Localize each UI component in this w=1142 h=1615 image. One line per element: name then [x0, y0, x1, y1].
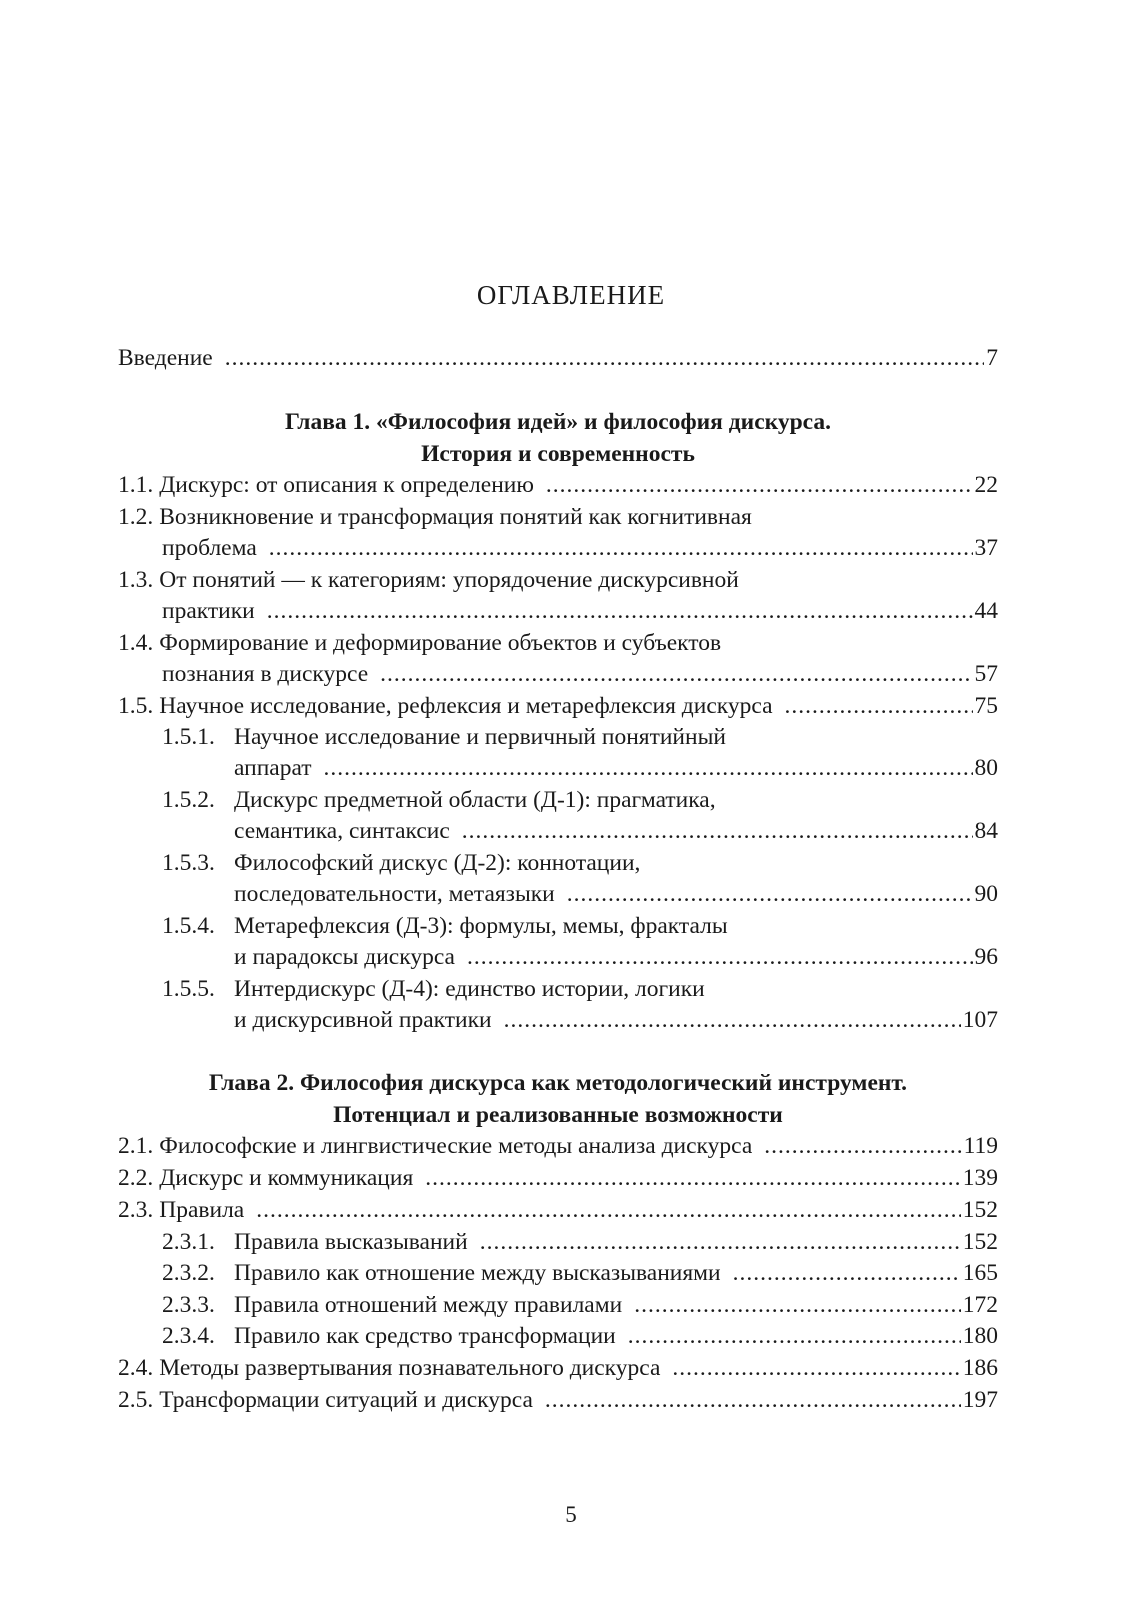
toc-entry-2-3-3[interactable] [162, 1290, 998, 1321]
dot-leader [380, 659, 972, 690]
entry-number: 2.3.4. [162, 1323, 215, 1349]
entry-text: Философские и лингвистические методы анализа дискурса [159, 1133, 753, 1159]
entry-text-continued: и дискурсивной практики [234, 1007, 492, 1033]
entry-number: 2.1. [118, 1133, 154, 1159]
entry-number: 1.2. [118, 504, 154, 530]
dot-leader [256, 1195, 961, 1226]
dot-leader [324, 753, 973, 784]
entry-page: 7 [986, 345, 998, 371]
dot-leader [628, 1321, 961, 1352]
page-title: ОГЛАВЛЕНИЕ [476, 280, 666, 310]
entry-text: Трансформации ситуаций и дискурса [159, 1387, 533, 1413]
toc-entry-2-3-1[interactable] [162, 1227, 998, 1258]
chapter-1-heading[interactable] [118, 406, 998, 470]
entry-text: Дискурс: от описания к определению [159, 472, 534, 498]
entry-page: 84 [974, 818, 998, 844]
entry-text: Дискурс и коммуникация [159, 1165, 414, 1191]
dot-leader [634, 1290, 961, 1321]
entry-page: 119 [963, 1133, 998, 1159]
entry-number: 1.3. [118, 567, 154, 593]
entry-page: 197 [962, 1387, 998, 1413]
toc-entry-2-4[interactable] [118, 1353, 998, 1384]
entry-text: Формирование и деформирование объектов и субъектов [159, 630, 722, 656]
entry-number: 1.5. [118, 693, 154, 719]
entry-page: 152 [962, 1197, 998, 1223]
chapter-2-heading[interactable] [100, 1067, 1016, 1131]
toc-entry-1-4[interactable] [118, 628, 998, 690]
toc-entry-1-2[interactable] [118, 502, 998, 564]
entry-number: 1.1. [118, 472, 154, 498]
entry-number: 2.3. [118, 1197, 154, 1223]
dot-leader [425, 1163, 960, 1194]
entry-page: 107 [962, 1007, 998, 1033]
dot-leader [267, 596, 973, 627]
entry-page: 75 [974, 693, 998, 719]
toc-entry-1-5-1[interactable] [162, 722, 998, 784]
entry-page: 152 [962, 1229, 998, 1255]
entry-number: 2.4. [118, 1355, 154, 1381]
entry-text-continued: семантика, синтаксис [234, 818, 450, 844]
entry-text: Метарефлексия (Д-3): формулы, мемы, фракталы [234, 913, 728, 939]
entry-number: 1.5.3. [162, 850, 215, 876]
dot-leader [545, 1385, 961, 1416]
entry-page: 80 [974, 755, 998, 781]
dot-leader [733, 1258, 961, 1289]
toc-entry-1-5-3[interactable] [162, 848, 998, 910]
toc-entry-intro[interactable] [118, 343, 998, 374]
dot-leader [764, 1131, 961, 1162]
entry-page: 90 [974, 881, 998, 907]
toc-entry-2-3[interactable] [118, 1195, 998, 1226]
entry-page: 165 [962, 1260, 998, 1286]
entry-page: 44 [974, 598, 998, 624]
toc-entry-2-5[interactable] [118, 1385, 998, 1416]
entry-page: 139 [962, 1165, 998, 1191]
entry-text: Методы развертывания познавательного дискурса [159, 1355, 661, 1381]
entry-page: 57 [974, 661, 998, 687]
entry-text: Научное исследование и первичный понятийный [234, 724, 726, 750]
entry-number: 2.3.3. [162, 1292, 215, 1318]
toc-entry-2-3-2[interactable] [162, 1258, 998, 1289]
entry-text-continued: аппарат [234, 755, 312, 781]
toc-entry-2-2[interactable] [118, 1163, 998, 1194]
entry-text: Интердискурс (Д-4): единство истории, логики [234, 976, 705, 1002]
entry-text: Философский дискус (Д-2): коннотации, [234, 850, 641, 876]
dot-leader [785, 691, 973, 722]
page-number: 5 [565, 1502, 577, 1527]
entry-text: Научное исследование, рефлексия и метарефлексия дискурса [159, 693, 773, 719]
entry-text: От понятий — к категориям: упорядочение дискурсивной [159, 567, 739, 593]
entry-text-continued: последовательности, метаязыки [234, 881, 555, 907]
entry-text: Введение [118, 345, 213, 371]
dot-leader [467, 942, 973, 973]
entry-text: Возникновение и трансформация понятий как когнитивная [159, 504, 752, 530]
dot-leader [462, 816, 973, 847]
entry-text-continued: практики [162, 598, 255, 624]
entry-number: 1.5.4. [162, 913, 215, 939]
toc-entry-1-5[interactable] [118, 691, 998, 722]
entry-number: 1.4. [118, 630, 154, 656]
toc-entry-1-1[interactable] [118, 470, 998, 501]
entry-page: 22 [974, 472, 998, 498]
entry-number: 1.5.5. [162, 976, 215, 1002]
toc-entry-1-5-5[interactable] [162, 974, 998, 1036]
toc-entry-2-3-4[interactable] [162, 1321, 998, 1352]
entry-page: 96 [974, 944, 998, 970]
entry-number: 2.5. [118, 1387, 154, 1413]
dot-leader [567, 879, 973, 910]
dot-leader [225, 343, 985, 374]
toc-entry-2-1[interactable] [118, 1131, 998, 1162]
chapter-heading-line: Глава 2. Философия дискурса как методологический инструмент. [208, 1070, 908, 1096]
entry-page: 172 [962, 1292, 998, 1318]
dot-leader [269, 533, 973, 564]
entry-text: Правила высказываний [234, 1229, 468, 1255]
dot-leader [504, 1005, 961, 1036]
entry-number: 2.2. [118, 1165, 154, 1191]
entry-text-continued: и парадоксы дискурса [234, 944, 455, 970]
entry-text-continued: познания в дискурсе [162, 661, 369, 687]
entry-number: 2.3.2. [162, 1260, 215, 1286]
entry-number: 2.3.1. [162, 1229, 215, 1255]
entry-text-continued: проблема [162, 535, 257, 561]
entry-text: Дискурс предметной области (Д-1): прагматика, [234, 787, 716, 813]
dot-leader [672, 1353, 960, 1384]
entry-text: Правила [159, 1197, 245, 1223]
entry-number: 1.5.2. [162, 787, 215, 813]
dot-leader [480, 1227, 961, 1258]
chapter-heading-line: Глава 1. «Философия идей» и философия дискурса. [285, 409, 831, 435]
entry-text: Правило как отношение между высказываниями [234, 1260, 721, 1286]
entry-page: 186 [962, 1355, 998, 1381]
chapter-heading-line: История и современность [421, 441, 695, 467]
entry-text: Правило как средство трансформации [234, 1323, 616, 1349]
entry-text: Правила отношений между правилами [234, 1292, 623, 1318]
toc-entry-1-5-4[interactable] [162, 911, 998, 973]
dot-leader [546, 470, 973, 501]
entry-number: 1.5.1. [162, 724, 215, 750]
toc-entry-1-5-2[interactable] [162, 785, 998, 847]
entry-page: 37 [974, 535, 998, 561]
entry-page: 180 [962, 1323, 998, 1349]
toc-entry-1-3[interactable] [118, 565, 998, 627]
chapter-heading-line: Потенциал и реализованные возможности [333, 1102, 783, 1128]
